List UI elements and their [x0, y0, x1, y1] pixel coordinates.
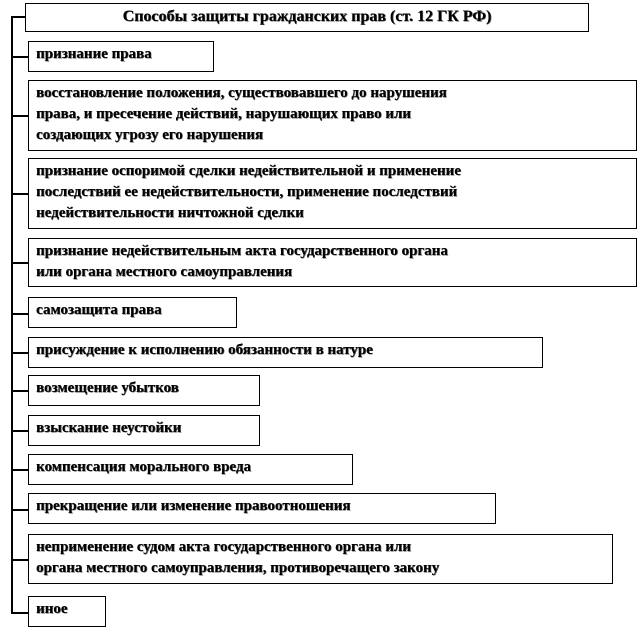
- connector-spine: [11, 16, 13, 613]
- method-text-line: создающих угрозу его нарушения: [36, 127, 263, 143]
- method-text-line: признание недействительным акта государственного органа: [36, 243, 448, 259]
- connector-title: [11, 16, 25, 18]
- method-text-line: неприменение судом акта государственного органа или: [36, 539, 411, 555]
- method-box: [28, 596, 106, 627]
- connector: [11, 56, 28, 58]
- connector: [11, 390, 28, 392]
- method-text-line: взыскание неустойки: [36, 420, 182, 436]
- method-box: [28, 80, 637, 151]
- method-box: [28, 158, 637, 229]
- method-text-line: восстановление положения, существовавшего до нарушения: [36, 85, 447, 101]
- method-text-line: или органа местного самоуправления: [36, 264, 293, 280]
- method-text-line: прекращение или изменение правоотношения: [36, 498, 351, 514]
- method-box: [28, 41, 214, 72]
- method-text-line: права, и пресечение действий, нарушающих право или: [36, 106, 411, 122]
- method-text-line: последствий ее недействительности, применение последствий: [36, 184, 458, 200]
- method-box: [28, 337, 543, 368]
- connector: [11, 313, 28, 315]
- method-box: [28, 493, 496, 524]
- method-text-line: признание оспоримой сделки недействительной и применение: [36, 163, 461, 179]
- method-text-line: возмещение убытков: [36, 380, 179, 396]
- connector: [11, 193, 28, 195]
- method-text-line: иное: [36, 601, 68, 617]
- method-box: [28, 297, 237, 328]
- connector: [11, 469, 28, 471]
- connector: [11, 559, 28, 561]
- method-box: [28, 415, 260, 446]
- method-text-line: недействительности ничтожной сделки: [36, 205, 304, 221]
- diagram-title: Способы защиты гражданских прав (ст. 12 ГК РФ): [25, 3, 589, 32]
- connector: [11, 262, 28, 264]
- connector: [11, 612, 28, 614]
- method-text-line: признание права: [36, 46, 152, 62]
- method-box: [28, 454, 353, 485]
- connector: [11, 352, 28, 354]
- method-text-line: присуждение к исполнению обязанности в натуре: [36, 342, 373, 358]
- method-text-line: органа местного самоуправления, противоречащего закону: [36, 560, 440, 576]
- method-box: [28, 375, 260, 406]
- method-text-line: компенсация морального вреда: [36, 459, 251, 475]
- connector: [11, 509, 28, 511]
- method-box: [28, 534, 613, 584]
- connector: [11, 430, 28, 432]
- method-box: [28, 238, 637, 287]
- method-text-line: самозащита права: [36, 302, 162, 318]
- connector: [11, 115, 28, 117]
